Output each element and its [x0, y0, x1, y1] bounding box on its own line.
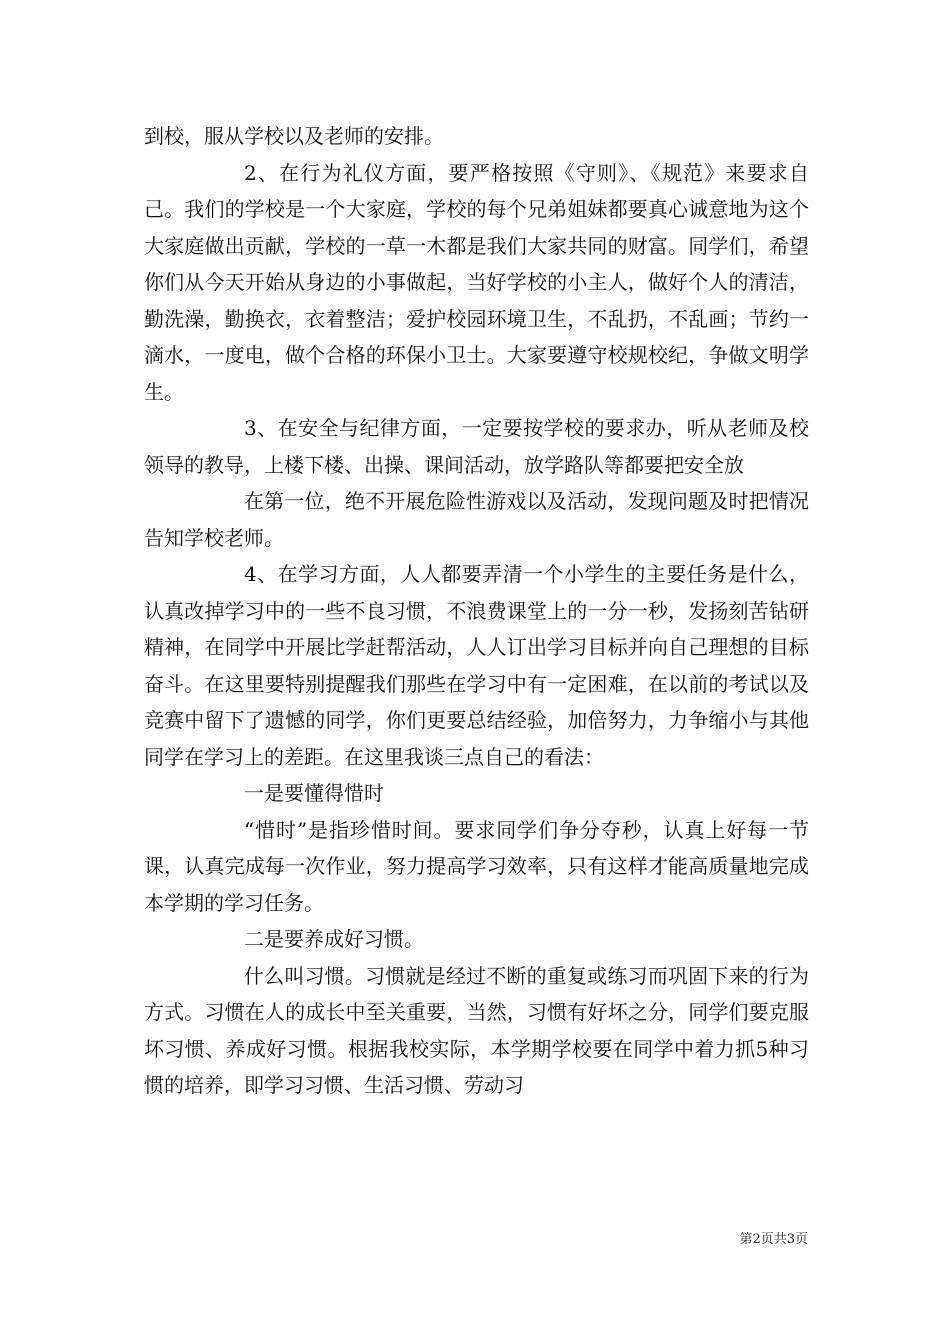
page-number-footer: 第2页共3页: [739, 1232, 808, 1247]
paragraph-1: 到校，服从学校以及老师的安排。: [144, 124, 444, 148]
heading-point-1: 一是要懂得惜时: [244, 781, 384, 805]
paragraph-9: 什么叫习惯。习惯就是经过不断的重复或练习而巩固下来的行为方式。习惯在人的成长中至关重要，当然，习惯有好坏之分，同学们要克服坏习惯、养成好习惯。根据我校实际，本学期学校要在同学中着力抓5种习惯的培养，即学习习惯、生活习惯、劳动习: [144, 963, 809, 1097]
document-body: [144, 118, 809, 1104]
paragraph-2: 2、在行为礼仪方面，要严格按照《守则》、《规范》来要求自己。我们的学校是一个大家庭，学校的每个兄弟姐妹都要真心诚意地为这个大家庭做出贡献，学校的一草一木都是我们大家共同的财富。同学们，希望你们从今天开始从身边的小事做起，当好学校的小主人，做好个人的清洁，勤洗澡，勤换衣，衣着整洁；爱护校园环境卫生，不乱扔，不乱画；节约一滴水，一度电，做个合格的环保小卫士。大家要遵守校规校纪，争做文明学生。: [144, 160, 809, 404]
paragraph-3: 3、在安全与纪律方面，一定要按学校的要求办，听从老师及校领导的教导，上楼下楼、出操、课间活动，放学路队等都要把安全放: [144, 416, 809, 477]
paragraph-4: 在第一位，绝不开展危险性游戏以及活动，发现问题及时把情况告知学校老师。: [144, 489, 809, 550]
heading-point-2: 二是要养成好习惯。: [244, 927, 424, 951]
paragraph-7: “惜时”是指珍惜时间。要求同学们争分夺秒，认真上好每一节课，认真完成每一次作业，努力提高学习效率，只有这样才能高质量地完成本学期的学习任务。: [144, 817, 809, 915]
paragraph-5: 4、在学习方面，人人都要弄清一个小学生的主要任务是什么，认真改掉学习中的一些不良习惯，不浪费课堂上的一分一秒，发扬刻苦钻研精神，在同学中开展比学赶帮活动，人人订出学习目标并向自己理想的目标奋斗。在这里要特别提醒我们那些在学习中有一定困难，在以前的考试以及竞赛中留下了遗憾的同学，你们更要总结经验，加倍努力，力争缩小与其他同学在学习上的差距。在这里我谈三点自己的看法：: [144, 562, 809, 769]
